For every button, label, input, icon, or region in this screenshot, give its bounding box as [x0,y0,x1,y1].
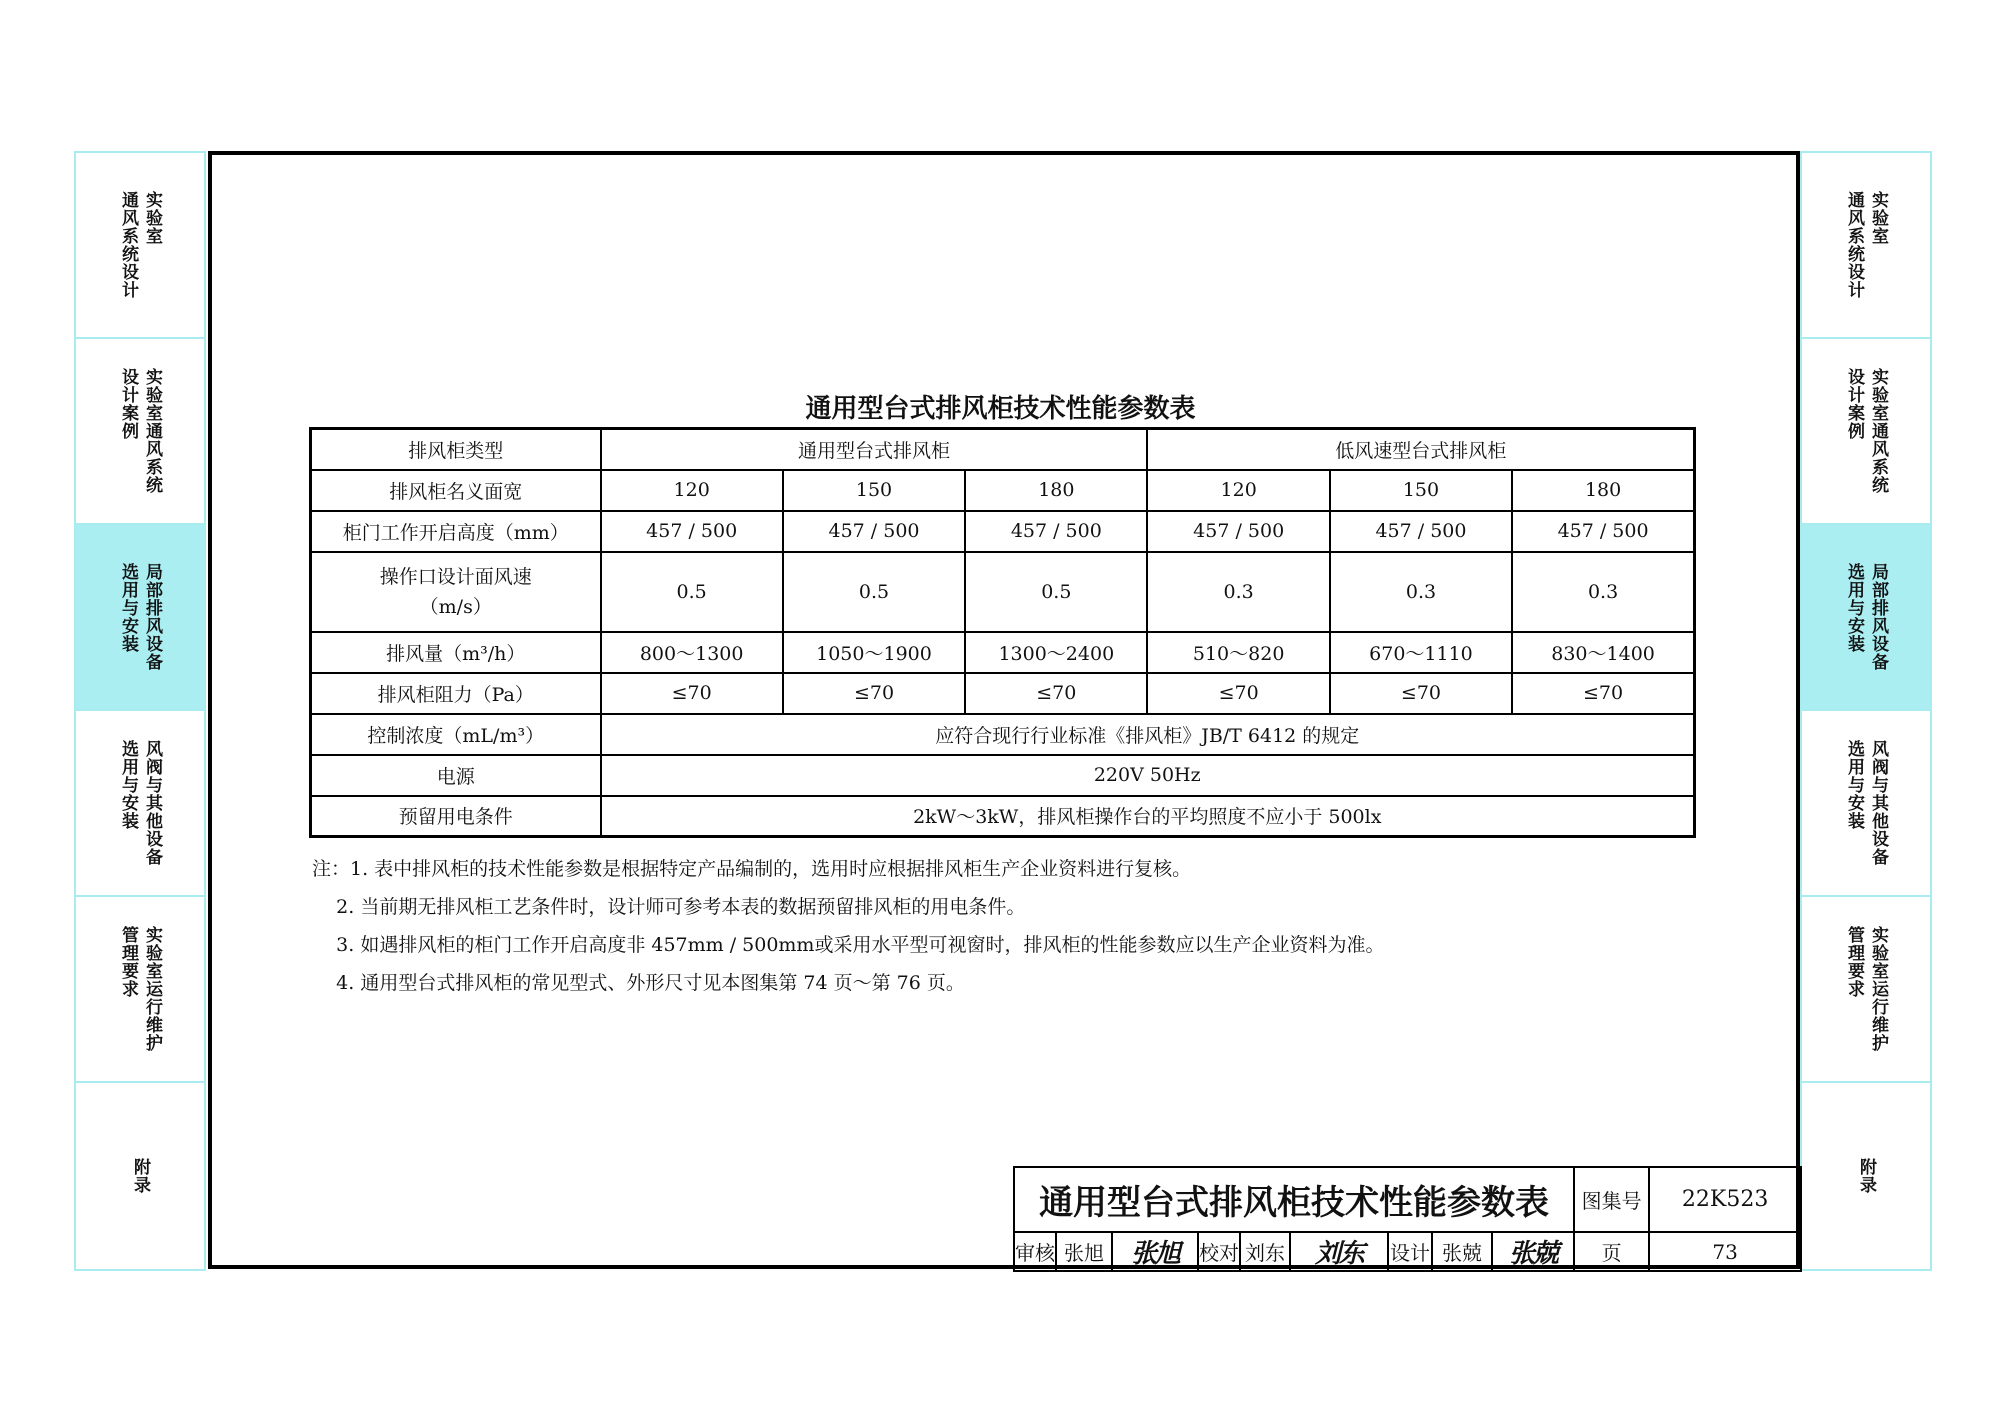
table-cell: 457 / 500 [1147,511,1329,552]
row-label: 排风柜阻力（Pa） [311,673,601,714]
side-tab-local-exhaust[interactable]: 局部排风设备 选用与安装 [1802,525,1930,711]
side-tab-ventilation-design[interactable]: 实验室 通风系统设计 [1802,153,1930,339]
side-tab-maintenance[interactable]: 实验室运行维护 管理要求 [1802,897,1930,1083]
group-header-low-velocity: 低风速型台式排风柜 [1147,429,1694,470]
table-cell: 0.5 [965,552,1147,632]
designer-name: 张兢 [1432,1232,1492,1271]
table-row [311,511,1695,552]
row-label: 电源 [311,755,601,796]
row-label: 柜门工作开启高度（mm） [311,511,601,552]
page-number: 73 [1649,1232,1801,1271]
table-cell: ≤70 [1330,673,1512,714]
table-cell: 457 / 500 [601,511,783,552]
row-label: 预留用电条件 [311,796,601,837]
table-cell: 800～1300 [601,632,783,673]
table-cell: 1050～1900 [783,632,965,673]
row-label: 排风柜名义面宽 [311,470,601,511]
table-row [311,552,1695,632]
reviewer-signature: 张旭 [1112,1232,1198,1271]
table-row [311,755,1695,796]
table-cell: 0.5 [601,552,783,632]
spec-table [309,427,1696,838]
table-cell: 120 [601,470,783,511]
table-cell: 120 [1147,470,1329,511]
table-cell: 0.3 [1512,552,1694,632]
note-item: 3. 如遇排风柜的柜门工作开启高度非 457mm / 500mm或采用水平型可视窗时，排风柜的性能参数应以生产企业资料为准。 [312,934,1385,956]
designer-signature: 张兢 [1492,1232,1574,1271]
note-item: 2. 当前期无排风柜工艺条件时，设计师可参考本表的数据预留排风柜的用电条件。 [312,896,1026,918]
table-row [311,714,1695,755]
reviewer-name: 张旭 [1056,1232,1112,1271]
table-cell: ≤70 [1512,673,1694,714]
note-item: 4. 通用型台式排风柜的常见型式、外形尺寸见本图集第 74 页～第 76 页。 [312,972,965,994]
notes [312,850,1384,1002]
table-cell: 0.5 [783,552,965,632]
design-label: 设计 [1388,1232,1432,1271]
table-cell: 1300～2400 [965,632,1147,673]
side-tab-local-exhaust[interactable]: 局部排风设备 选用与安装 [76,525,204,711]
merged-cell: 2kW～3kW，排风柜操作台的平均照度不应小于 500lx [601,796,1695,837]
table-row [311,796,1695,837]
right-section-index [1800,151,1932,1271]
row-label: 操作口设计面风速 （m/s） [311,552,601,632]
atlas-number: 22K523 [1649,1167,1801,1232]
table-cell: 670～1110 [1330,632,1512,673]
title-block-title: 通用型台式排风柜技术性能参数表 [1014,1167,1574,1232]
table-cell: 180 [965,470,1147,511]
side-tab-dampers[interactable]: 风阀与其他设备 选用与安装 [76,711,204,897]
side-tab-ventilation-design[interactable]: 实验室 通风系统设计 [76,153,204,339]
table-cell: 0.3 [1147,552,1329,632]
table-cell: ≤70 [1147,673,1329,714]
group-header-general: 通用型台式排风柜 [601,429,1148,470]
table-cell: 457 / 500 [965,511,1147,552]
table-cell: 457 / 500 [1512,511,1694,552]
merged-cell: 应符合现行行业标准《排风柜》JB/T 6412 的规定 [601,714,1695,755]
table-cell: 180 [1512,470,1694,511]
table-cell: 457 / 500 [783,511,965,552]
table-cell: 510～820 [1147,632,1329,673]
table-cell: ≤70 [601,673,783,714]
check-label: 校对 [1198,1232,1240,1271]
review-label: 审核 [1014,1232,1056,1271]
table-row [311,673,1695,714]
side-tab-appendix[interactable]: 附录 [130,1158,150,1194]
side-tab-design-cases[interactable]: 实验室通风系统 设计案例 [76,339,204,525]
table-cell: ≤70 [783,673,965,714]
page-label: 页 [1574,1232,1649,1271]
table-row [311,632,1695,673]
side-tab-design-cases[interactable]: 实验室通风系统 设计案例 [1802,339,1930,525]
left-section-index [74,151,206,1271]
row-label: 排风量（m³/h） [311,632,601,673]
row-label: 控制浓度（mL/m³） [311,714,601,755]
side-tab-maintenance[interactable]: 实验室运行维护 管理要求 [76,897,204,1083]
table-cell: 0.3 [1330,552,1512,632]
title-block [1013,1166,1802,1272]
checker-name: 刘东 [1240,1232,1290,1271]
table-cell: 150 [1330,470,1512,511]
table-title: 通用型台式排风柜技术性能参数表 [805,394,1196,424]
side-tab-dampers[interactable]: 风阀与其他设备 选用与安装 [1802,711,1930,897]
side-tab-appendix[interactable]: 附录 [1856,1158,1876,1194]
checker-signature: 刘东 [1290,1232,1388,1271]
table-cell: ≤70 [965,673,1147,714]
table-cell: 150 [783,470,965,511]
table-cell: 457 / 500 [1330,511,1512,552]
type-header-cell: 排风柜类型 [311,429,601,470]
atlas-label: 图集号 [1574,1167,1649,1232]
table-header-row [311,429,1695,470]
table-cell: 830～1400 [1512,632,1694,673]
table-row [311,470,1695,511]
merged-cell: 220V 50Hz [601,755,1695,796]
note-item: 注：1. 表中排风柜的技术性能参数是根据特定产品编制的，选用时应根据排风柜生产企业资料进行复核。 [312,858,1192,880]
